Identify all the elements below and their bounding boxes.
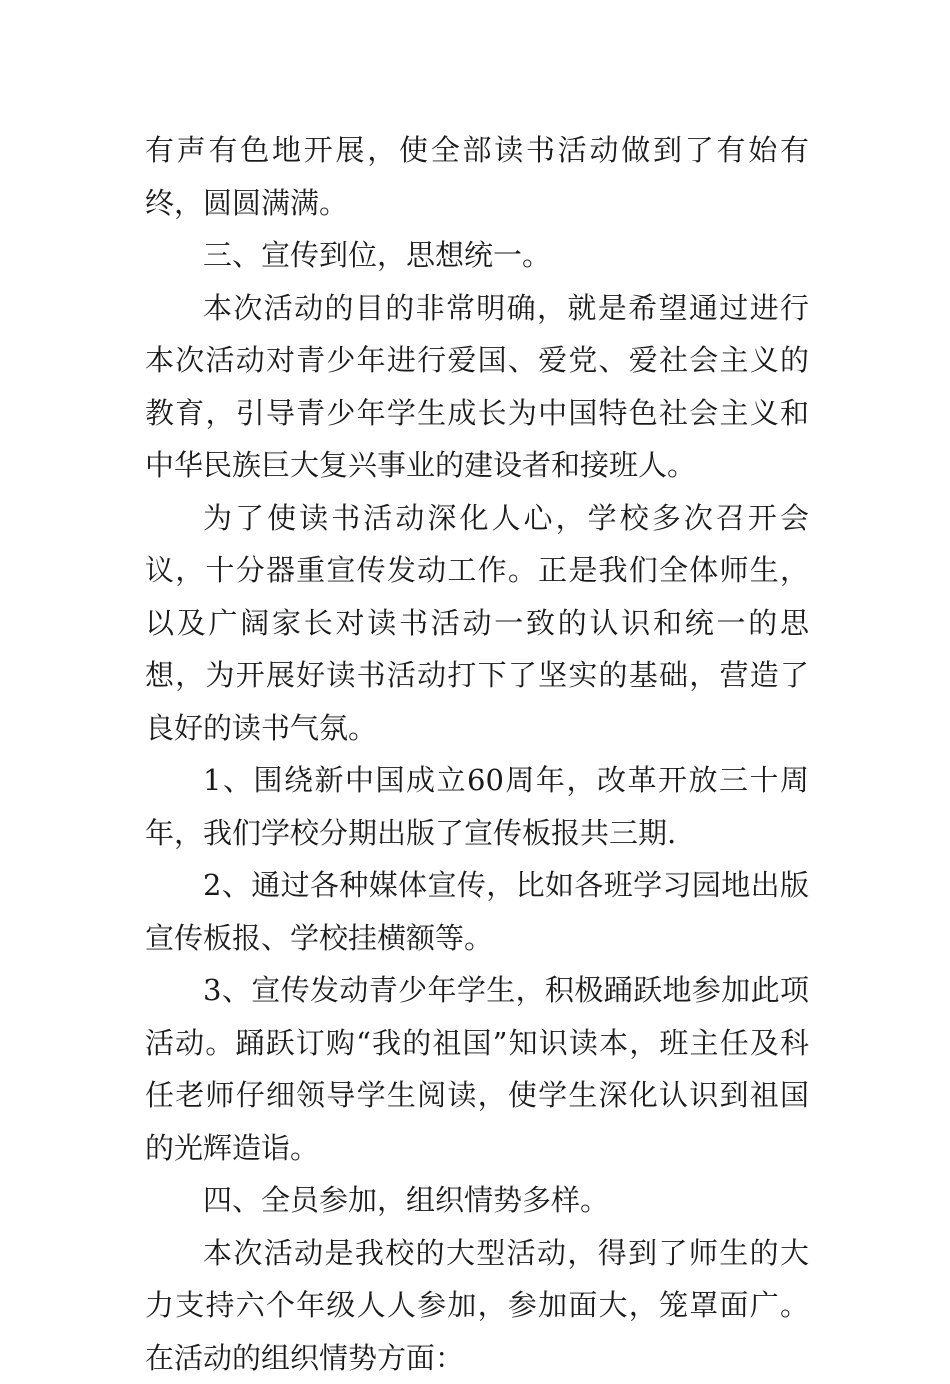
paragraph-meetings: 为了使读书活动深化人心，学校多次召开会议，十分器重宣传发动工作。正是我们全体师生，以及广阔家长对读书活动一致的认识和统一的思想，为开展好读书活动打下了坚实的基础，营造了良好的读书气氛。: [145, 492, 809, 755]
section-heading-participation: 四、全员参加，组织情势多样。: [145, 1174, 809, 1227]
paragraph-purpose: 本次活动的目的非常明确，就是希望通过进行本次活动对青少年进行爱国、爱党、爱社会主义的教育，引导青少年学生成长为中国特色社会主义和中华民族巨大复兴事业的建设者和接班人。: [145, 282, 809, 492]
list-item-3: 3、宣传发动青少年学生，积极踊跃地参加此项活动。踊跃订购“我的祖国”知识读本，班主任及科任老师仔细领导学生阅读，使学生深化认识到祖国的光辉造诣。: [145, 964, 809, 1174]
paragraph-continuation: 有声有色地开展，使全部读书活动做到了有始有终，圆圆满满。: [145, 124, 809, 229]
section-heading-publicity: 三、宣传到位，思想统一。: [145, 229, 809, 282]
paragraph-participation: 本次活动是我校的大型活动，得到了师生的大力支持六个年级人人参加，参加面大，笼罩面广。在活动的组织情势方面：: [145, 1227, 809, 1384]
list-item-2: 2、通过各种媒体宣传，比如各班学习园地出版宣传板报、学校挂横额等。: [145, 859, 809, 964]
document-body: [145, 124, 809, 1384]
list-item-1: 1、围绕新中国成立60周年，改革开放三十周年，我们学校分期出版了宣传板报共三期.: [145, 754, 809, 859]
